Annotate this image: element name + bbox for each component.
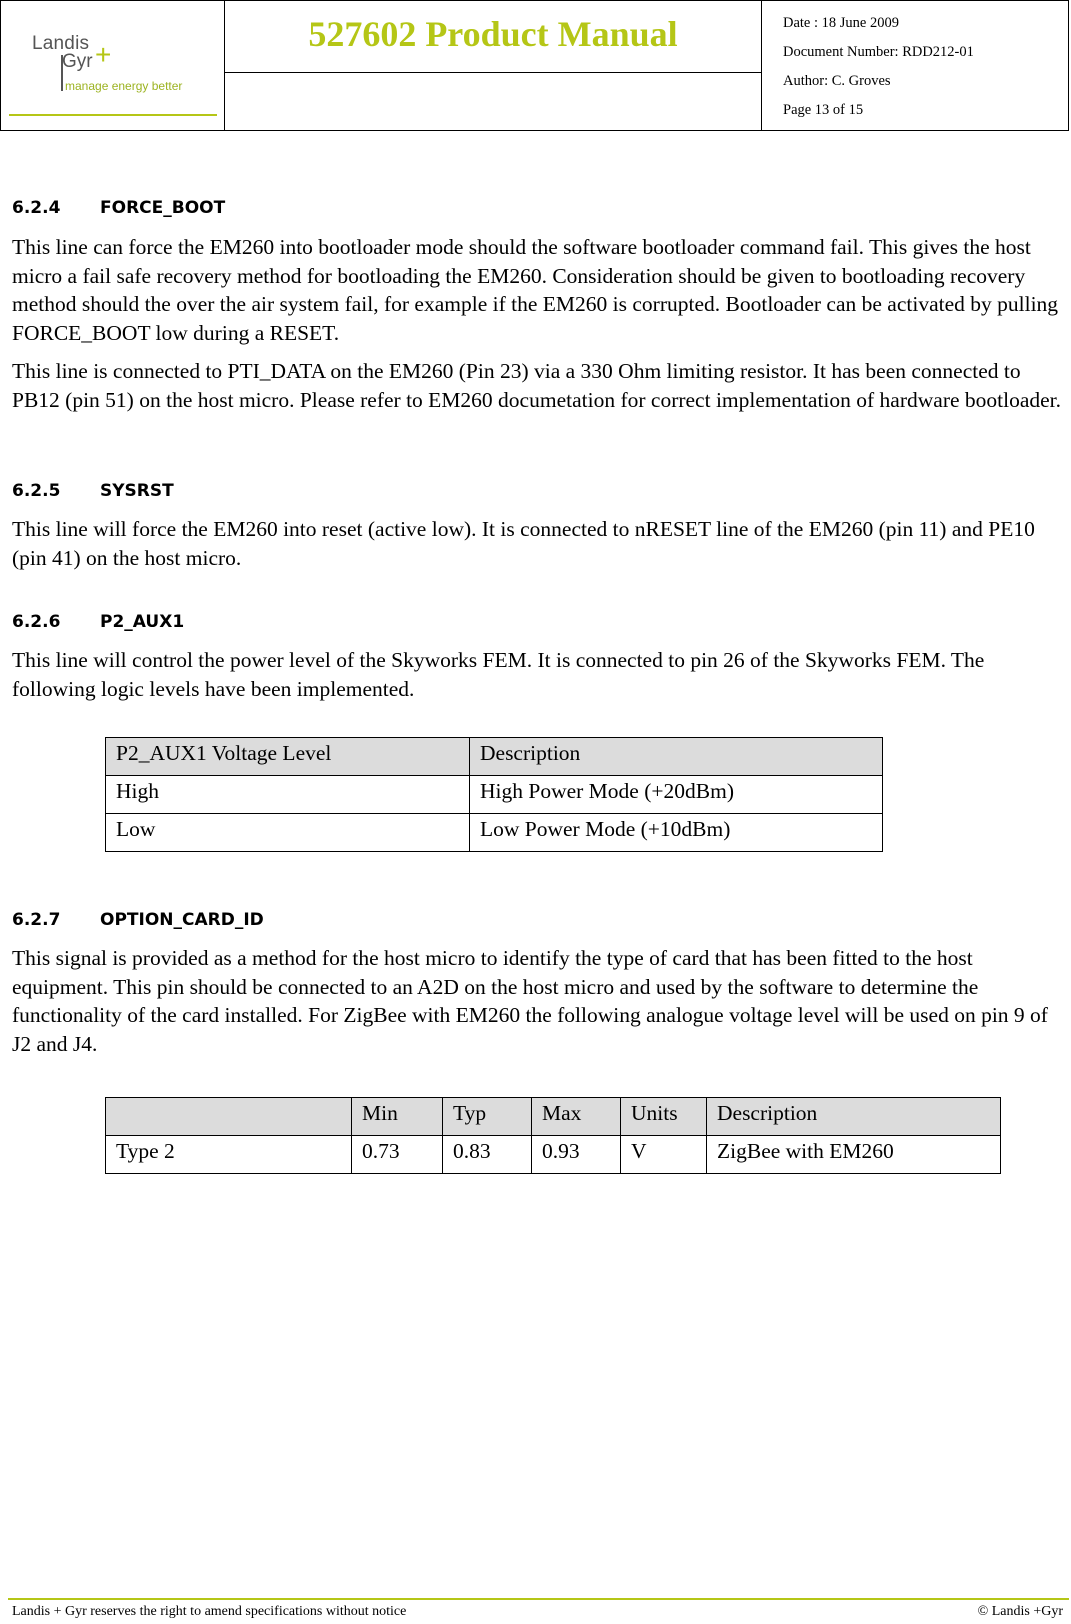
heading-title: P2_AUX1 <box>100 612 185 632</box>
table-cell: Low <box>106 814 470 852</box>
table-header-cell: Units <box>621 1098 707 1136</box>
table-header-row <box>106 1098 1001 1136</box>
heading-number: 6.2.6 <box>12 612 61 632</box>
table-cell: ZigBee with EM260 <box>707 1136 1001 1174</box>
paragraph: This line will force the EM260 into reset (active low). It is connected to nRESET line of the EM260 (pin 11) and PE10 (pin 41) on the host micro. <box>12 517 1035 570</box>
option-card-id-table <box>105 1097 1001 1174</box>
logo-word-landis: Landis <box>32 33 90 54</box>
table-row <box>106 814 883 852</box>
logo-tagline: manage energy better <box>65 79 183 93</box>
table-header-cell: P2_AUX1 Voltage Level <box>106 738 470 776</box>
table-cell: High <box>106 776 470 814</box>
table-cell: 0.73 <box>352 1136 443 1174</box>
heading-number: 6.2.4 <box>12 198 61 218</box>
paragraph: This line will control the power level of the Skyworks FEM. It is connected to pin 26 of the Skyworks FEM. The following logic levels have been implemented. <box>12 648 985 701</box>
page-number: Page 13 of 15 <box>783 102 864 118</box>
document-date: Date : 18 June 2009 <box>783 15 899 31</box>
paragraph: This line is connected to PTI_DATA on the EM260 (Pin 23) via a 330 Ohm limiting resistor. It has been connected to PB12 (pin 51) on the host micro. Please refer to EM260 documetation for correct implementation of hardware bootloader. <box>12 359 1062 412</box>
p2-aux1-table <box>105 737 883 852</box>
heading-6-2-4 <box>12 198 225 218</box>
table-header-cell: Max <box>532 1098 621 1136</box>
document-number: Document Number: RDD212-01 <box>783 44 974 60</box>
table-cell: 0.93 <box>532 1136 621 1174</box>
footer-disclaimer: Landis + Gyr reserves the right to amend specifications without notice <box>12 1604 407 1619</box>
heading-6-2-7 <box>12 910 264 930</box>
table-header-cell: Description <box>470 738 883 776</box>
table-header-row <box>106 738 883 776</box>
heading-number: 6.2.7 <box>12 910 61 930</box>
table-cell: Type 2 <box>106 1136 352 1174</box>
table-cell: High Power Mode (+20dBm) <box>470 776 883 814</box>
page-header <box>0 0 1069 131</box>
table-header-cell: Typ <box>443 1098 532 1136</box>
logo-cell <box>1 1 225 130</box>
landis-gyr-logo <box>29 31 199 97</box>
heading-number: 6.2.5 <box>12 481 61 501</box>
logo-word-gyr: Gyr <box>62 51 93 72</box>
table-header-cell: Min <box>352 1098 443 1136</box>
title-cell <box>225 1 762 73</box>
meta-cell <box>762 1 1068 130</box>
paragraph: This line can force the EM260 into bootloader mode should the software bootloader command fail. This gives the host micro a fail safe recovery method for bootloading the EM260. Consideration should be given to bootloading recovery method should the over the air system fail, for example if the EM260 is corrupted. Bootloader can be activated by pulling FORCE_BOOT low during a RESET. <box>12 235 1059 345</box>
footer-copyright: © Landis +Gyr <box>977 1604 1063 1619</box>
logo-underline <box>9 114 217 116</box>
heading-6-2-6 <box>12 612 184 632</box>
paragraph: This signal is provided as a method for the host micro to identify the type of card that has been fitted to the host equipment. This pin should be connected to an A2D on the host micro and used by the software to determine the functionality of the card installed. For ZigBee with EM260 the following analogue voltage level will be used on pin 9 of J2 and J4. <box>12 946 1048 1056</box>
blank-cell <box>225 73 762 130</box>
heading-title: OPTION_CARD_ID <box>100 910 264 930</box>
document-title: 527602 Product Manual <box>308 14 678 54</box>
table-row <box>106 1136 1001 1174</box>
table-header-cell <box>106 1098 352 1136</box>
heading-title: SYSRST <box>100 481 174 501</box>
table-header-cell: Description <box>707 1098 1001 1136</box>
heading-6-2-5 <box>12 481 174 501</box>
table-row <box>106 776 883 814</box>
table-cell: Low Power Mode (+10dBm) <box>470 814 883 852</box>
footer-rule <box>8 1598 1069 1600</box>
table-cell: 0.83 <box>443 1136 532 1174</box>
heading-title: FORCE_BOOT <box>100 198 226 218</box>
document-author: Author: C. Groves <box>783 73 891 89</box>
logo-plus: + <box>95 39 112 70</box>
table-cell: V <box>621 1136 707 1174</box>
